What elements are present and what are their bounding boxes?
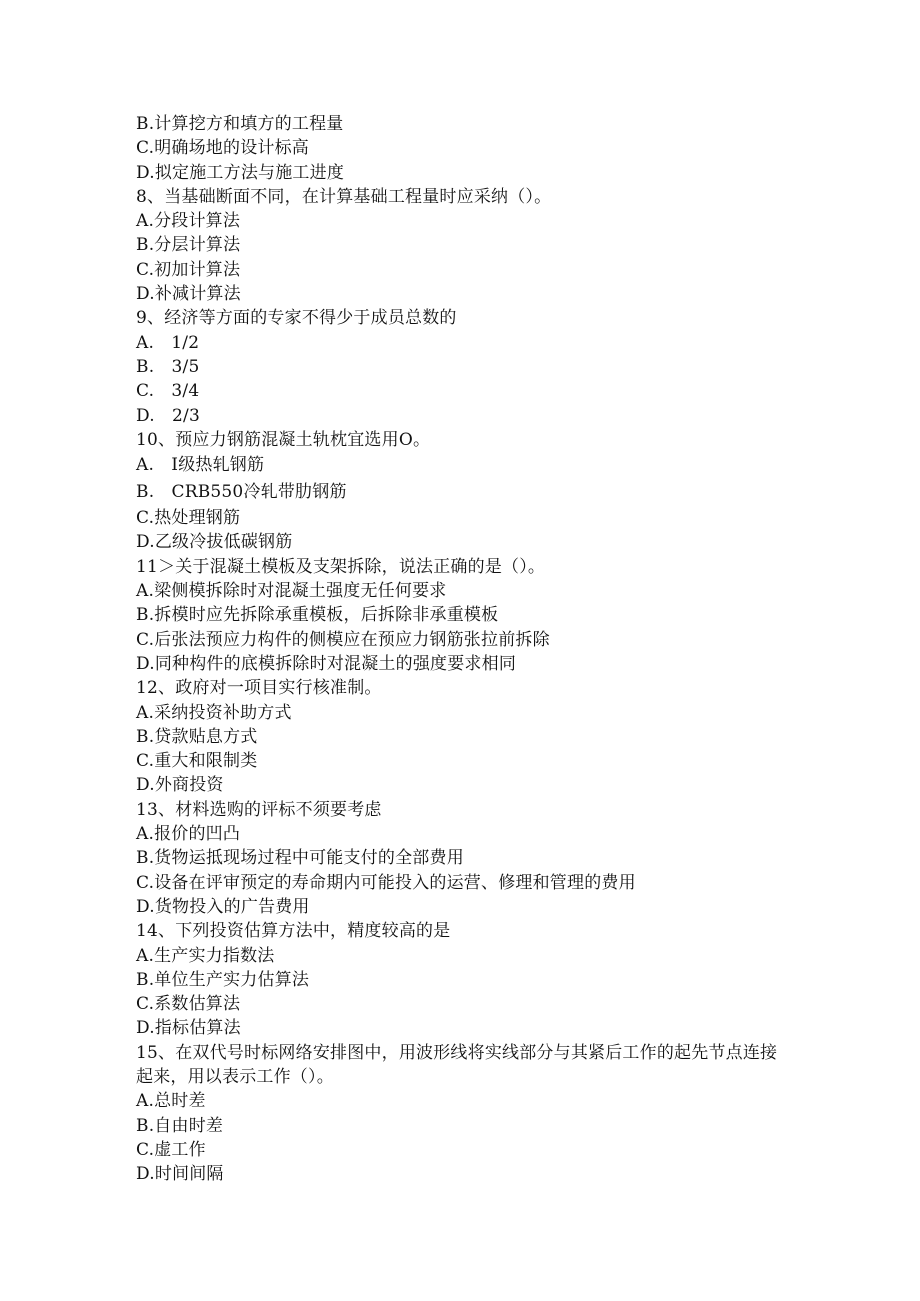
- option-line: D.补减计算法: [136, 284, 241, 305]
- option-line: D.外商投资: [136, 775, 224, 796]
- question-12: 12、政府对一项目实行核准制。: [136, 678, 382, 699]
- option-line: B. CRB550冷轧带肋钢筋: [136, 482, 347, 503]
- option-line: D.时间间隔: [136, 1164, 224, 1185]
- question-9: 9、经济等方面的专家不得少于成员总数的: [136, 308, 457, 329]
- option-line: D.指标估算法: [136, 1018, 241, 1039]
- option-line: A.梁侧模拆除时对混凝土强度无任何要求: [136, 581, 447, 602]
- option-line: D.同种构件的底模拆除时对混凝土的强度要求相同: [136, 653, 517, 674]
- option-line: B.单位生产实力估算法: [136, 969, 310, 990]
- question-11: 11＞关于混凝土模板及支架拆除，说法正确的是（）。: [136, 556, 546, 577]
- option-line: A.报价的凹凸: [136, 824, 241, 845]
- question-15: 15、在双代号时标网络安排图中，用波形线将实线部分与其紧后工作的起先节点连接起来，用以表示工作（）。: [136, 1042, 778, 1087]
- option-line: C.设备在评审预定的寿命期内可能投入的运营、修理和管理的费用: [136, 872, 636, 893]
- option-line: B.分层计算法: [136, 235, 241, 256]
- option-line: C.后张法预应力构件的侧模应在预应力钢筋张拉前拆除: [136, 629, 550, 650]
- question-14: 14、下列投资估算方法中，精度较高的是: [136, 921, 451, 942]
- option-line: D. 2/3: [136, 405, 200, 426]
- option-line: D.乙级冷拔低碳钢筋: [136, 532, 293, 553]
- question-13: 13、材料选购的评标不须要考虑: [136, 799, 382, 820]
- option-line: C.系数估算法: [136, 994, 241, 1015]
- option-line: C.虚工作: [136, 1139, 206, 1160]
- question-8: 8、当基础断面不同，在计算基础工程量时应采纳（）。: [136, 186, 552, 207]
- document-body: [136, 112, 786, 1186]
- option-line: A. 1/2: [136, 332, 200, 353]
- option-line: C.热处理钢筋: [136, 508, 241, 529]
- option-line: C.初加计算法: [136, 259, 241, 280]
- option-line: C.明确场地的设计标高: [136, 138, 310, 159]
- option-line: B.计算挖方和填方的工程量: [136, 114, 344, 134]
- option-line: D.拟定施工方法与施工进度: [136, 162, 345, 183]
- option-line: A.分段计算法: [136, 211, 241, 232]
- question-10: 10、预应力钢筋混凝土轨枕宜选用O。: [136, 429, 431, 450]
- option-line: B.货物运抵现场过程中可能支付的全部费用: [136, 848, 464, 869]
- option-line: A.采纳投资补助方式: [136, 702, 292, 723]
- option-line: A. I级热轧钢筋: [136, 455, 265, 476]
- option-line: A.生产实力指数法: [136, 945, 275, 966]
- option-line: B. 3/5: [136, 356, 200, 377]
- option-line: C. 3/4: [136, 381, 200, 402]
- option-line: B.贷款贴息方式: [136, 726, 258, 747]
- option-line: C.重大和限制类: [136, 751, 258, 772]
- option-line: B.自由时差: [136, 1115, 224, 1136]
- option-line: B.拆模时应先拆除承重模板，后拆除非承重模板: [136, 605, 499, 626]
- option-line: A.总时差: [136, 1091, 206, 1112]
- option-line: D.货物投入的广告费用: [136, 896, 310, 917]
